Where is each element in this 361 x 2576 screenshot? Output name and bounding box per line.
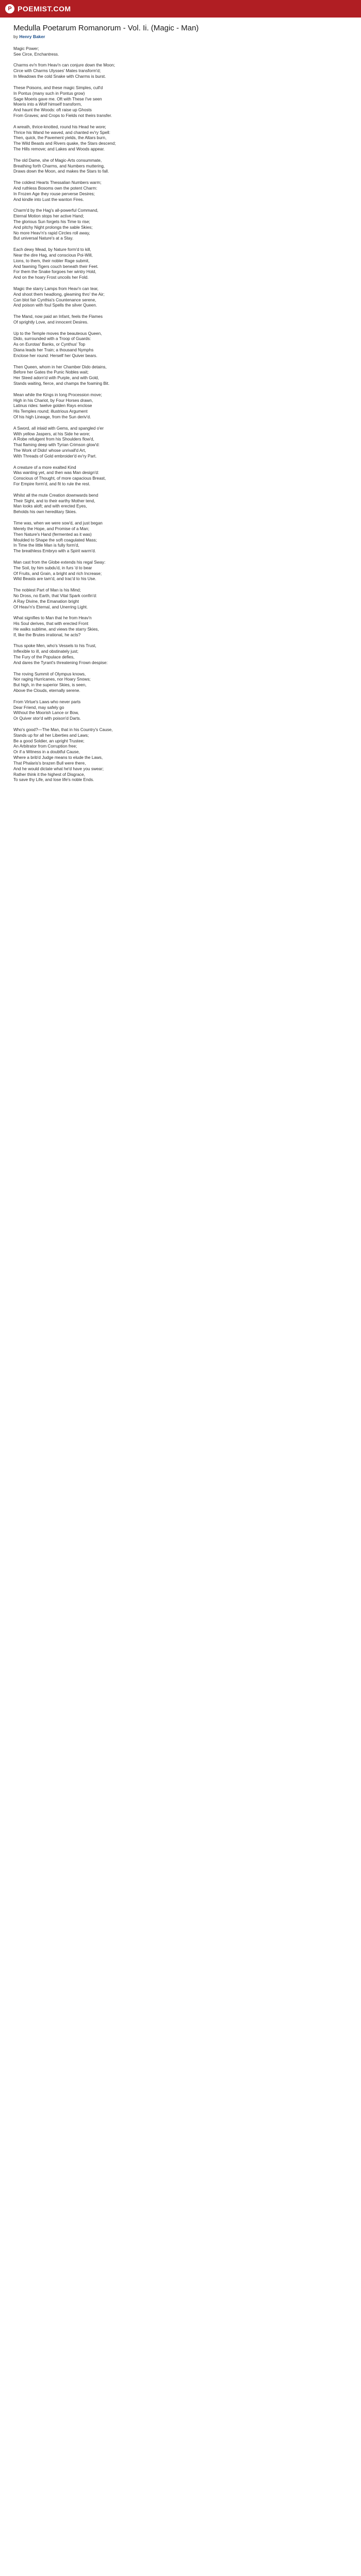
poem-stanza bbox=[13, 46, 348, 58]
poem-line: And dares the Tyrant's threatening Frown despise: bbox=[13, 660, 108, 665]
poem-line: Circe with Charms Ulysses' Mates transform'd; bbox=[13, 69, 101, 74]
poem-line: His Soul derives, that with erected Front bbox=[13, 621, 89, 626]
poem-line: Or if a Witness in a doubtful Cause, bbox=[13, 750, 80, 755]
poem-line: Wild Beasts are tam'd, and trac'd to his Use. bbox=[13, 577, 96, 582]
poem-line: See Circe, Enchantress. bbox=[13, 52, 59, 57]
poem-line: Thus spoke Men, who's Vessels to his Trust, bbox=[13, 643, 96, 649]
poem-title: Medulla Poetarum Romanorum - Vol. Ii. (Magic - Man) bbox=[13, 24, 199, 32]
poem-line: In Pontus (many such in Pontus grow) bbox=[13, 91, 85, 96]
poem-stanza bbox=[13, 672, 348, 694]
poem-line: Stands up for all her Liberties and Laws; bbox=[13, 733, 89, 738]
poem-stanza bbox=[13, 643, 348, 666]
poem-line: And on the hoary Frost uncoils her Fold. bbox=[13, 275, 89, 280]
poem-line: Conscious of Thought, of more capacious Breast, bbox=[13, 476, 106, 481]
poem-line: If, like the Brutes irrational, he acts? bbox=[13, 632, 81, 637]
poem-line: Her Steed adorn'd with Purple, and with Gold, bbox=[13, 376, 99, 381]
poem-line: He walks sublime, and views the starry Skies, bbox=[13, 626, 99, 632]
poem-line: Be a good Soldier, an upright Trustee; bbox=[13, 738, 85, 743]
poem-line: The Mand, now paid an Infant, feels the Flames bbox=[13, 314, 103, 319]
poem-line: And he would dictate what he'd have you swear; bbox=[13, 766, 104, 771]
site-name: POEMIST.COM bbox=[18, 5, 71, 13]
poem-line: That Phalaris's brazen Bull were there, bbox=[13, 760, 86, 766]
poem-line: High in his Chariot, by Four Horses drawn, bbox=[13, 398, 93, 403]
poem-line: Diana leads her Train; a thousand Nymphs bbox=[13, 348, 94, 353]
poem-line: Or Quiver stor'd with poison'd Darts. bbox=[13, 716, 81, 721]
poem-line: Rather think it the highest of Disgrace, bbox=[13, 772, 85, 777]
poem-line: Where a brib'd Judge means to elude the Laws, bbox=[13, 755, 103, 760]
poem-line: From Virtue's Laws who never parts bbox=[13, 699, 81, 704]
poem-line: Moulded to Shape the soft coagulated Mass; bbox=[13, 537, 97, 543]
poem-line: Magic the starry Lamps from Heav'n can tear, bbox=[13, 286, 99, 291]
poem-line: In Meadows the cold Snake with Charms is burst. bbox=[13, 74, 106, 79]
poem-line: Merely the Hope, and Promise of a Man; bbox=[13, 526, 89, 531]
poem-line: Of his high Lineage, from the Sun deriv'd. bbox=[13, 415, 91, 420]
poem-line: To save thy Life, and lose life's noble Ends. bbox=[13, 777, 94, 783]
poem-page bbox=[0, 18, 361, 793]
poem-line: Nor raging Hurricanes, nor Hoary Snows; bbox=[13, 677, 91, 682]
poem-line: From Graves; and Crops to Fields not theirs transfer. bbox=[13, 113, 112, 118]
site-header bbox=[0, 0, 361, 18]
poem-line: The coldest Hearts Thessalian Numbers warm; bbox=[13, 180, 102, 185]
poem-line: Time was, when we were sow'd, and just began bbox=[13, 520, 103, 526]
poem-line: Then, quick, the Pavement yields, the Altars burn, bbox=[13, 135, 107, 141]
poem-stanza bbox=[13, 158, 348, 175]
poem-line: The noblest Part of Man is his Mind; bbox=[13, 588, 81, 592]
poem-stanza bbox=[13, 700, 348, 722]
poem-line: Up to the Temple moves the beauteous Queen, bbox=[13, 331, 102, 336]
poem-line: Charm'd by the Hag's all-powerful Command, bbox=[13, 208, 99, 213]
poem-stanza bbox=[13, 208, 348, 242]
poemist-logo-icon: P bbox=[5, 4, 14, 13]
poem-line: Enclose her round: Herself her Quiver bears. bbox=[13, 353, 97, 358]
poem-line: And poison with foul Spells the silver Queen. bbox=[13, 303, 97, 308]
poem-line: The Fury of the Populace defies, bbox=[13, 655, 75, 660]
poem-stanza bbox=[13, 393, 348, 420]
poem-line: With yellow Jaspers, at his Side he wore; bbox=[13, 431, 90, 436]
poem-line: Charms ev'n from Heav'n can conjure down the Moon; bbox=[13, 63, 115, 68]
poem-line: And haunt the Woods: oft raise up Ghosts bbox=[13, 108, 92, 113]
poem-line: As on Eurotas' Banks, or Cynthus' Top bbox=[13, 342, 86, 347]
poem-stanza bbox=[13, 521, 348, 554]
poem-line: A Robe refulgent from his Shoulders flow'd, bbox=[13, 437, 94, 442]
poem-line: Then Nature's Hand (fermented as it was) bbox=[13, 532, 92, 537]
poem-line: The Hills remove; and Lakes and Woods appear. bbox=[13, 147, 105, 152]
poem-line: Of sprightly Love, and innocent Desires. bbox=[13, 319, 89, 325]
poem-stanza bbox=[13, 331, 348, 359]
poem-line: The old Dame, she of Magic-Arts consummate, bbox=[13, 158, 102, 163]
poem-body bbox=[13, 46, 348, 783]
poem-line: And kindle into Lust the wanton Fires. bbox=[13, 197, 84, 202]
poem-line: Sage Moeris gave me. Oft with These I've seen bbox=[13, 96, 102, 101]
site-logo[interactable] bbox=[5, 4, 71, 13]
poem-line: An Arbitrator from Corruption free; bbox=[13, 744, 77, 749]
poem-line: Man looks aloft; and with erected Eyes, bbox=[13, 504, 87, 509]
poem-stanza bbox=[13, 63, 348, 80]
poem-line: Each dewy Mead, by Nature form'd to kill, bbox=[13, 247, 91, 252]
poem-line: Lions, to them, their nobler Rage submit, bbox=[13, 258, 90, 263]
poem-line: Then Queen, whom in her Chamber Dido detains, bbox=[13, 364, 107, 369]
poem-line: Dido, surrounded with a Troop of Guards: bbox=[13, 336, 91, 342]
poem-line: The Work of Dido! whose unrivall'd Art, bbox=[13, 448, 86, 453]
poem-line: The Wild Beasts and Rivers quake, the Stars descend; bbox=[13, 141, 116, 146]
poem-line: Without the Moorish Lance or Bow, bbox=[13, 710, 79, 716]
poem-line: Draws down the Moon, and makes the Stars to fall. bbox=[13, 169, 109, 174]
poem-stanza bbox=[13, 588, 348, 610]
poem-stanza bbox=[13, 616, 348, 638]
poem-line: No Dross, no Earth, that Vital Spark confin'd: bbox=[13, 593, 97, 598]
poem-line: Mean while the Kings in long Procession move; bbox=[13, 392, 102, 397]
poem-line: A wreath, thrice-knotted, round his Head he wore; bbox=[13, 124, 106, 129]
poem-line: Thrice his Wand he waved, and chanted ev'ry Spell: bbox=[13, 130, 110, 135]
poem-line: With Threads of Gold embroider'd ev'ry Part. bbox=[13, 453, 97, 459]
poem-line: Inflexible to ill, and obstinately just; bbox=[13, 649, 79, 654]
poem-line: But universal Nature's at a Stay. bbox=[13, 236, 74, 241]
byline bbox=[13, 34, 348, 39]
poem-line: These Poisons, and these magic Simples, cull'd bbox=[13, 85, 103, 90]
poem-line: Beholds his own hereditary Skies. bbox=[13, 510, 77, 515]
poem-line: In Time the little Man is fully form'd, bbox=[13, 543, 79, 548]
poem-line: The breathless Embryo with a Spirit warm'd. bbox=[13, 549, 96, 554]
poem-line: Their Sight, and to their earthy Mother tend, bbox=[13, 498, 95, 503]
poem-stanza bbox=[13, 365, 348, 387]
poem-line: Was wanting yet, and then was Man design'd: bbox=[13, 470, 100, 476]
poem-line: Breathing forth Charms, and Numbers muttering, bbox=[13, 163, 105, 168]
poem-line: His Temples round; illustrious Argument bbox=[13, 409, 88, 414]
poem-line: What signifies to Man that he from Heav'n bbox=[13, 616, 92, 621]
poem-line: The glorious Sun forgets his Time to rise; bbox=[13, 219, 90, 224]
poem-stanza bbox=[13, 493, 348, 515]
poem-line: Eternal Motion stops her active Hand; bbox=[13, 214, 84, 219]
poem-stanza bbox=[13, 560, 348, 582]
poem-line: For them the Snake forgoes her wintry Hold, bbox=[13, 269, 96, 275]
poem-line: Who's good?—The Man, that in his Country's Cause, bbox=[13, 727, 113, 732]
poem-line: Whilst all the mute Creation downwards bend bbox=[13, 493, 99, 498]
poem-line: And ruthless Bosoms own the potent Charm: bbox=[13, 185, 97, 191]
poem-line: That flaming deep with Tyrian Crimson glow'd: bbox=[13, 443, 100, 448]
poem-stanza bbox=[13, 426, 348, 460]
poem-line: In Frozen Age they rouse perverse Desires; bbox=[13, 191, 95, 196]
poem-line: Of Fruits, and Grain, a bright and rich Increase; bbox=[13, 571, 102, 576]
poem-stanza bbox=[13, 314, 348, 326]
poem-line: Magic Power; bbox=[13, 46, 39, 51]
poem-stanza bbox=[13, 727, 348, 783]
poem-line: Near the dire Hag, and conscious Poi-Will, bbox=[13, 252, 93, 258]
poem-line: Stands waiting, fierce, and champs the foaming Bit. bbox=[13, 381, 110, 386]
poem-line: Moeris into a Wolf himself transform, bbox=[13, 102, 82, 107]
poem-line: For Empire form'd, and fit to rule the rest. bbox=[13, 482, 90, 487]
author-link[interactable]: Henry Baker bbox=[19, 34, 45, 39]
poem-line: But high, in the superior Skies, is seen, bbox=[13, 683, 87, 688]
poem-line: Latinus rides: twelve golden Rays enclose bbox=[13, 403, 92, 409]
poem-line: And pitchy Night prolongs the sable Skies; bbox=[13, 225, 93, 230]
poem-line: And shoot them headlong, gleaming thro' the Air; bbox=[13, 292, 105, 297]
poem-line: The roving Summit of Olympus knows, bbox=[13, 671, 86, 676]
poem-line: A Ray Divine, the Emanation bright bbox=[13, 599, 79, 604]
poem-line: Before her Gates the Punic Nobles wait; bbox=[13, 370, 89, 375]
poem-line: Man cast from the Globe extends his regal Sway: bbox=[13, 560, 106, 565]
poem-line: A creature of a more exalted Kind bbox=[13, 465, 76, 470]
poem-line: Of Heav'n's Eternal, and Unerring Light. bbox=[13, 604, 88, 609]
poem-line: Dear Friend, may safely go bbox=[13, 705, 64, 710]
poem-line: Can blot fair Cynthia's Countenance serene, bbox=[13, 297, 96, 302]
poem-line: Above the Clouds, eternally serene. bbox=[13, 688, 80, 693]
byline-prefix: by bbox=[13, 34, 18, 39]
poem-line: A Sword, all inlaid with Gems, and spangled o'er bbox=[13, 426, 104, 431]
poem-stanza bbox=[13, 247, 348, 281]
poem-stanza bbox=[13, 125, 348, 152]
poem-stanza bbox=[13, 180, 348, 202]
poem-stanza bbox=[13, 86, 348, 119]
poem-line: And fawning Tigers couch beneath their Feet. bbox=[13, 264, 99, 269]
poem-line: The Soil, by him subdu'd, in furs 'd to bear bbox=[13, 565, 92, 570]
poem-line: No more Heav'n's rapid Circles roll away, bbox=[13, 230, 90, 235]
poem-stanza bbox=[13, 465, 348, 487]
poem-stanza bbox=[13, 286, 348, 309]
